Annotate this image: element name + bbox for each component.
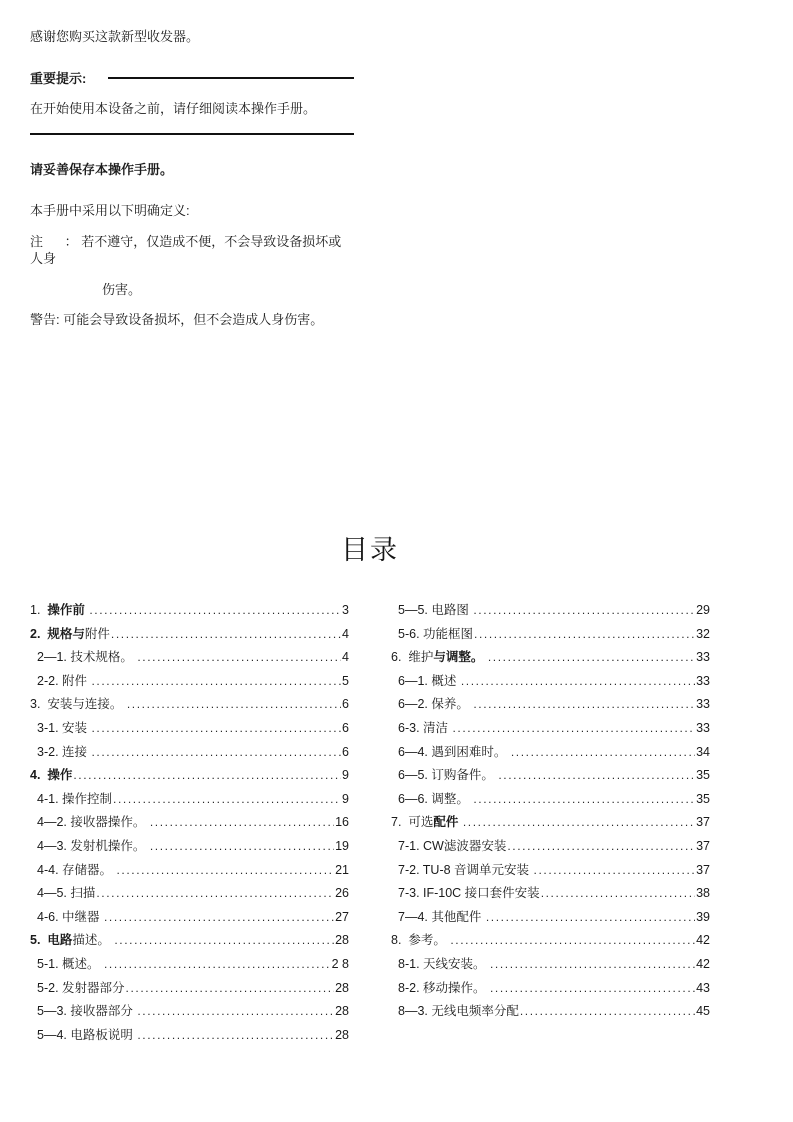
toc-dot-leader (461, 670, 695, 694)
toc-entry-label: 8-2. 移动操作。 (398, 980, 489, 995)
toc-entry-label: 5—4. 电路板说明 (37, 1027, 137, 1042)
toc-page-number: 6 (342, 744, 349, 759)
toc-entry (391, 835, 710, 859)
toc-entry-label: 4—3. 发射机操作。 (37, 838, 149, 853)
toc-entry-label: 2-2. 附件 (37, 673, 91, 688)
toc-dot-leader (541, 882, 695, 906)
toc-page-number: 42 (696, 956, 710, 971)
toc-page-number: 21 (335, 862, 349, 877)
toc-page-number: 9 (342, 791, 349, 806)
toc-dot-leader (473, 599, 695, 623)
thanks-text: 感谢您购买这款新型收发器。 (30, 29, 200, 44)
toc-entry (30, 859, 349, 883)
toc-entry-label: 6—4. 遇到困难时。 (398, 744, 510, 759)
definitions-intro-text: 本手册中采用以下明确定义: (30, 203, 190, 219)
toc-page-number: 6 (342, 697, 349, 712)
toc-page-number: 28 (335, 933, 349, 948)
toc-dot-leader (463, 811, 695, 835)
toc-page-number: 4 (342, 650, 349, 665)
toc-page-number: 4 (342, 626, 349, 641)
toc-right-column (391, 599, 710, 1047)
toc-dot-leader (104, 906, 334, 930)
toc-dot-leader (473, 788, 695, 812)
toc-page-number: 6 (342, 720, 349, 735)
toc-page-number: 32 (696, 626, 710, 641)
toc-entry (30, 811, 349, 835)
toc-dot-leader (114, 929, 334, 953)
toc-dot-leader (453, 717, 696, 741)
toc-entry (391, 859, 710, 883)
intro-section (30, 28, 354, 342)
toc-entry (391, 599, 710, 623)
toc-entry (30, 1024, 349, 1048)
toc-page-number: 34 (696, 744, 710, 759)
toc-dot-leader (150, 835, 334, 859)
toc-entry-label: 7. 可选配件 (391, 815, 462, 830)
toc-dot-leader (137, 646, 341, 670)
toc-entry-label: 2—1. 技术规格。 (37, 650, 137, 665)
important-note-body: 在开始使用本设备之前，请仔细阅读本操作手册。 (30, 101, 317, 117)
toc-dot-leader (490, 977, 695, 1001)
toc-page-number: 33 (696, 720, 710, 735)
toc-entry (30, 882, 349, 906)
toc-entry (30, 953, 349, 977)
toc-page-number: 26 (335, 886, 349, 901)
toc-dot-leader (113, 788, 341, 812)
toc-entry-label: 6—5. 订购备件。 (398, 768, 498, 783)
toc-dot-leader (89, 599, 341, 623)
toc-entry (391, 646, 710, 670)
toc-entry-label: 8-1. 天线安装。 (398, 956, 489, 971)
toc-entry-label: 6. 维护与调整。 (391, 650, 487, 665)
toc-page-number: 39 (696, 909, 710, 924)
toc-page-number: 27 (335, 909, 349, 924)
toc-dot-leader (111, 623, 341, 647)
toc-entry (391, 1000, 710, 1024)
toc-dot-leader (534, 859, 696, 883)
toc-entry (30, 646, 349, 670)
toc-entry-label: 1. 操作前 (30, 603, 89, 617)
toc-entry (30, 599, 349, 623)
note-definition-line1: 注 ： 若不遵守，仅造成不便，不会导致设备损坏或人身 (30, 233, 342, 267)
toc-entry (30, 835, 349, 859)
toc-page-number: 29 (696, 603, 710, 617)
important-note-title: 重要提示: (30, 70, 87, 86)
toc-entry (391, 953, 710, 977)
toc-dot-leader (507, 835, 695, 859)
toc-page-number: 38 (696, 886, 710, 901)
toc-entry (30, 977, 349, 1001)
toc-entry (391, 906, 710, 930)
toc-page-number: 33 (696, 697, 710, 712)
important-note-header (30, 70, 354, 88)
toc-entry (391, 717, 710, 741)
toc-left-column (30, 599, 349, 1047)
toc-entry (30, 764, 349, 788)
toc-entry-label: 3-1. 安装 (37, 720, 91, 735)
toc-page-number: 37 (696, 838, 710, 853)
toc-entry (30, 929, 349, 953)
toc-dot-leader (511, 741, 695, 765)
toc-page-number: 9 (342, 768, 349, 783)
toc-entry-label: 5-2. 发射器部分 (37, 980, 125, 995)
toc-page-number: 19 (335, 838, 349, 853)
toc-dot-leader (486, 906, 695, 930)
toc-dot-leader (92, 741, 342, 765)
toc-page-number: 33 (696, 650, 710, 665)
toc-entry (391, 741, 710, 765)
toc-page-number: 28 (335, 1004, 349, 1019)
toc-dot-leader (104, 953, 331, 977)
toc-dot-leader (117, 859, 335, 883)
toc-page-number: 28 (335, 980, 349, 995)
toc-entry (30, 693, 349, 717)
toc-entry-label: 3-2. 连接 (37, 744, 91, 759)
toc-entry-label: 8—3. 无线电频率分配 (398, 1004, 519, 1019)
toc-page-number: 2 8 (331, 956, 349, 971)
toc-entry-label: 7—4. 其他配件 (398, 909, 485, 924)
toc-entry-label: 7-1. CW滤波器安装 (398, 838, 507, 853)
divider-line (108, 77, 354, 79)
toc-entry-label: 7-3. IF-10C 接口套件安装 (398, 886, 540, 901)
toc-dot-leader (73, 764, 341, 788)
toc-entry (391, 977, 710, 1001)
toc-dot-leader (490, 953, 695, 977)
toc-entry (391, 623, 710, 647)
toc-dot-leader (520, 1000, 695, 1024)
toc-page-number: 37 (696, 862, 710, 877)
toc-dot-leader (488, 646, 695, 670)
toc-entry-label: 4-6. 中继器 (37, 909, 103, 924)
divider-line (30, 133, 354, 135)
toc-entry (30, 741, 349, 765)
toc-dot-leader (127, 693, 341, 717)
toc-entry-label: 4—5. 扫描 (37, 886, 96, 901)
toc-entry-label: 4—2. 接收器操作。 (37, 815, 149, 830)
toc-entry-label: 2. 规格与附件 (30, 626, 110, 641)
toc-entry (391, 788, 710, 812)
toc-dot-leader (498, 764, 695, 788)
toc-page-number: 45 (696, 1004, 710, 1019)
toc-entry-label: 8. 参考。 (391, 933, 450, 948)
note-definition-line2: 伤害。 (102, 281, 142, 297)
toc-dot-leader (137, 1024, 334, 1048)
toc-page-number: 5 (342, 673, 349, 688)
toc-entry-label: 5—5. 电路图 (398, 603, 473, 617)
warning-definition-text: 警告: 可能会导致设备损坏，但不会造成人身伤害。 (30, 312, 324, 328)
toc-dot-leader (473, 693, 695, 717)
toc-entry-label: 4-1. 操作控制 (37, 791, 113, 806)
toc-entry-label: 4. 操作 (30, 768, 73, 783)
toc-entry-label: 5—3. 接收器部分 (37, 1004, 137, 1019)
toc-entry (30, 906, 349, 930)
toc-entry (391, 693, 710, 717)
toc-entry (391, 764, 710, 788)
toc-columns (30, 599, 710, 1047)
toc-entry (391, 929, 710, 953)
toc-page-number: 3 (342, 603, 349, 617)
toc-dot-leader (450, 929, 695, 953)
toc-entry-label: 4-4. 存储器。 (37, 862, 116, 877)
toc-entry-label: 7-2. TU-8 音调单元安装 (398, 862, 533, 877)
toc-dot-leader (474, 623, 695, 647)
toc-dot-leader (92, 670, 342, 694)
toc-page-number: 43 (696, 980, 710, 995)
toc-page-number: 16 (335, 815, 349, 830)
toc-dot-leader (96, 882, 334, 906)
toc-dot-leader (92, 717, 342, 741)
toc-entry (30, 623, 349, 647)
toc-entry (30, 788, 349, 812)
toc-page-number: 35 (696, 768, 710, 783)
toc-dot-leader (150, 811, 334, 835)
toc-entry-label: 6—1. 概述 (398, 673, 460, 688)
toc-entry (30, 1000, 349, 1024)
toc-dot-leader (137, 1000, 334, 1024)
toc-page-number: 28 (335, 1027, 349, 1042)
toc-entry (30, 670, 349, 694)
toc-entry (391, 811, 710, 835)
keep-manual-text: 请妥善保存本操作手册。 (30, 161, 174, 177)
toc-entry (391, 882, 710, 906)
toc-entry-label: 6-3. 清洁 (398, 720, 452, 735)
toc-dot-leader (126, 977, 335, 1001)
toc-page-number: 42 (696, 933, 710, 948)
toc-page-number: 35 (696, 791, 710, 806)
toc-page-number: 33 (696, 673, 710, 688)
toc-entry-label: 5. 电路描述。 (30, 933, 114, 948)
toc-entry-label: 6—2. 保养。 (398, 697, 473, 712)
toc-entry-label: 3. 安装与连接。 (30, 697, 126, 712)
toc-entry-label: 5-1. 概述。 (37, 956, 103, 971)
toc-entry (391, 670, 710, 694)
table-of-contents (30, 528, 710, 1047)
toc-entry-label: 6—6. 调整。 (398, 791, 473, 806)
toc-entry (30, 717, 349, 741)
toc-title: 目录 (341, 535, 399, 565)
toc-entry-label: 5-6. 功能框图 (398, 626, 474, 641)
toc-page-number: 37 (696, 815, 710, 830)
